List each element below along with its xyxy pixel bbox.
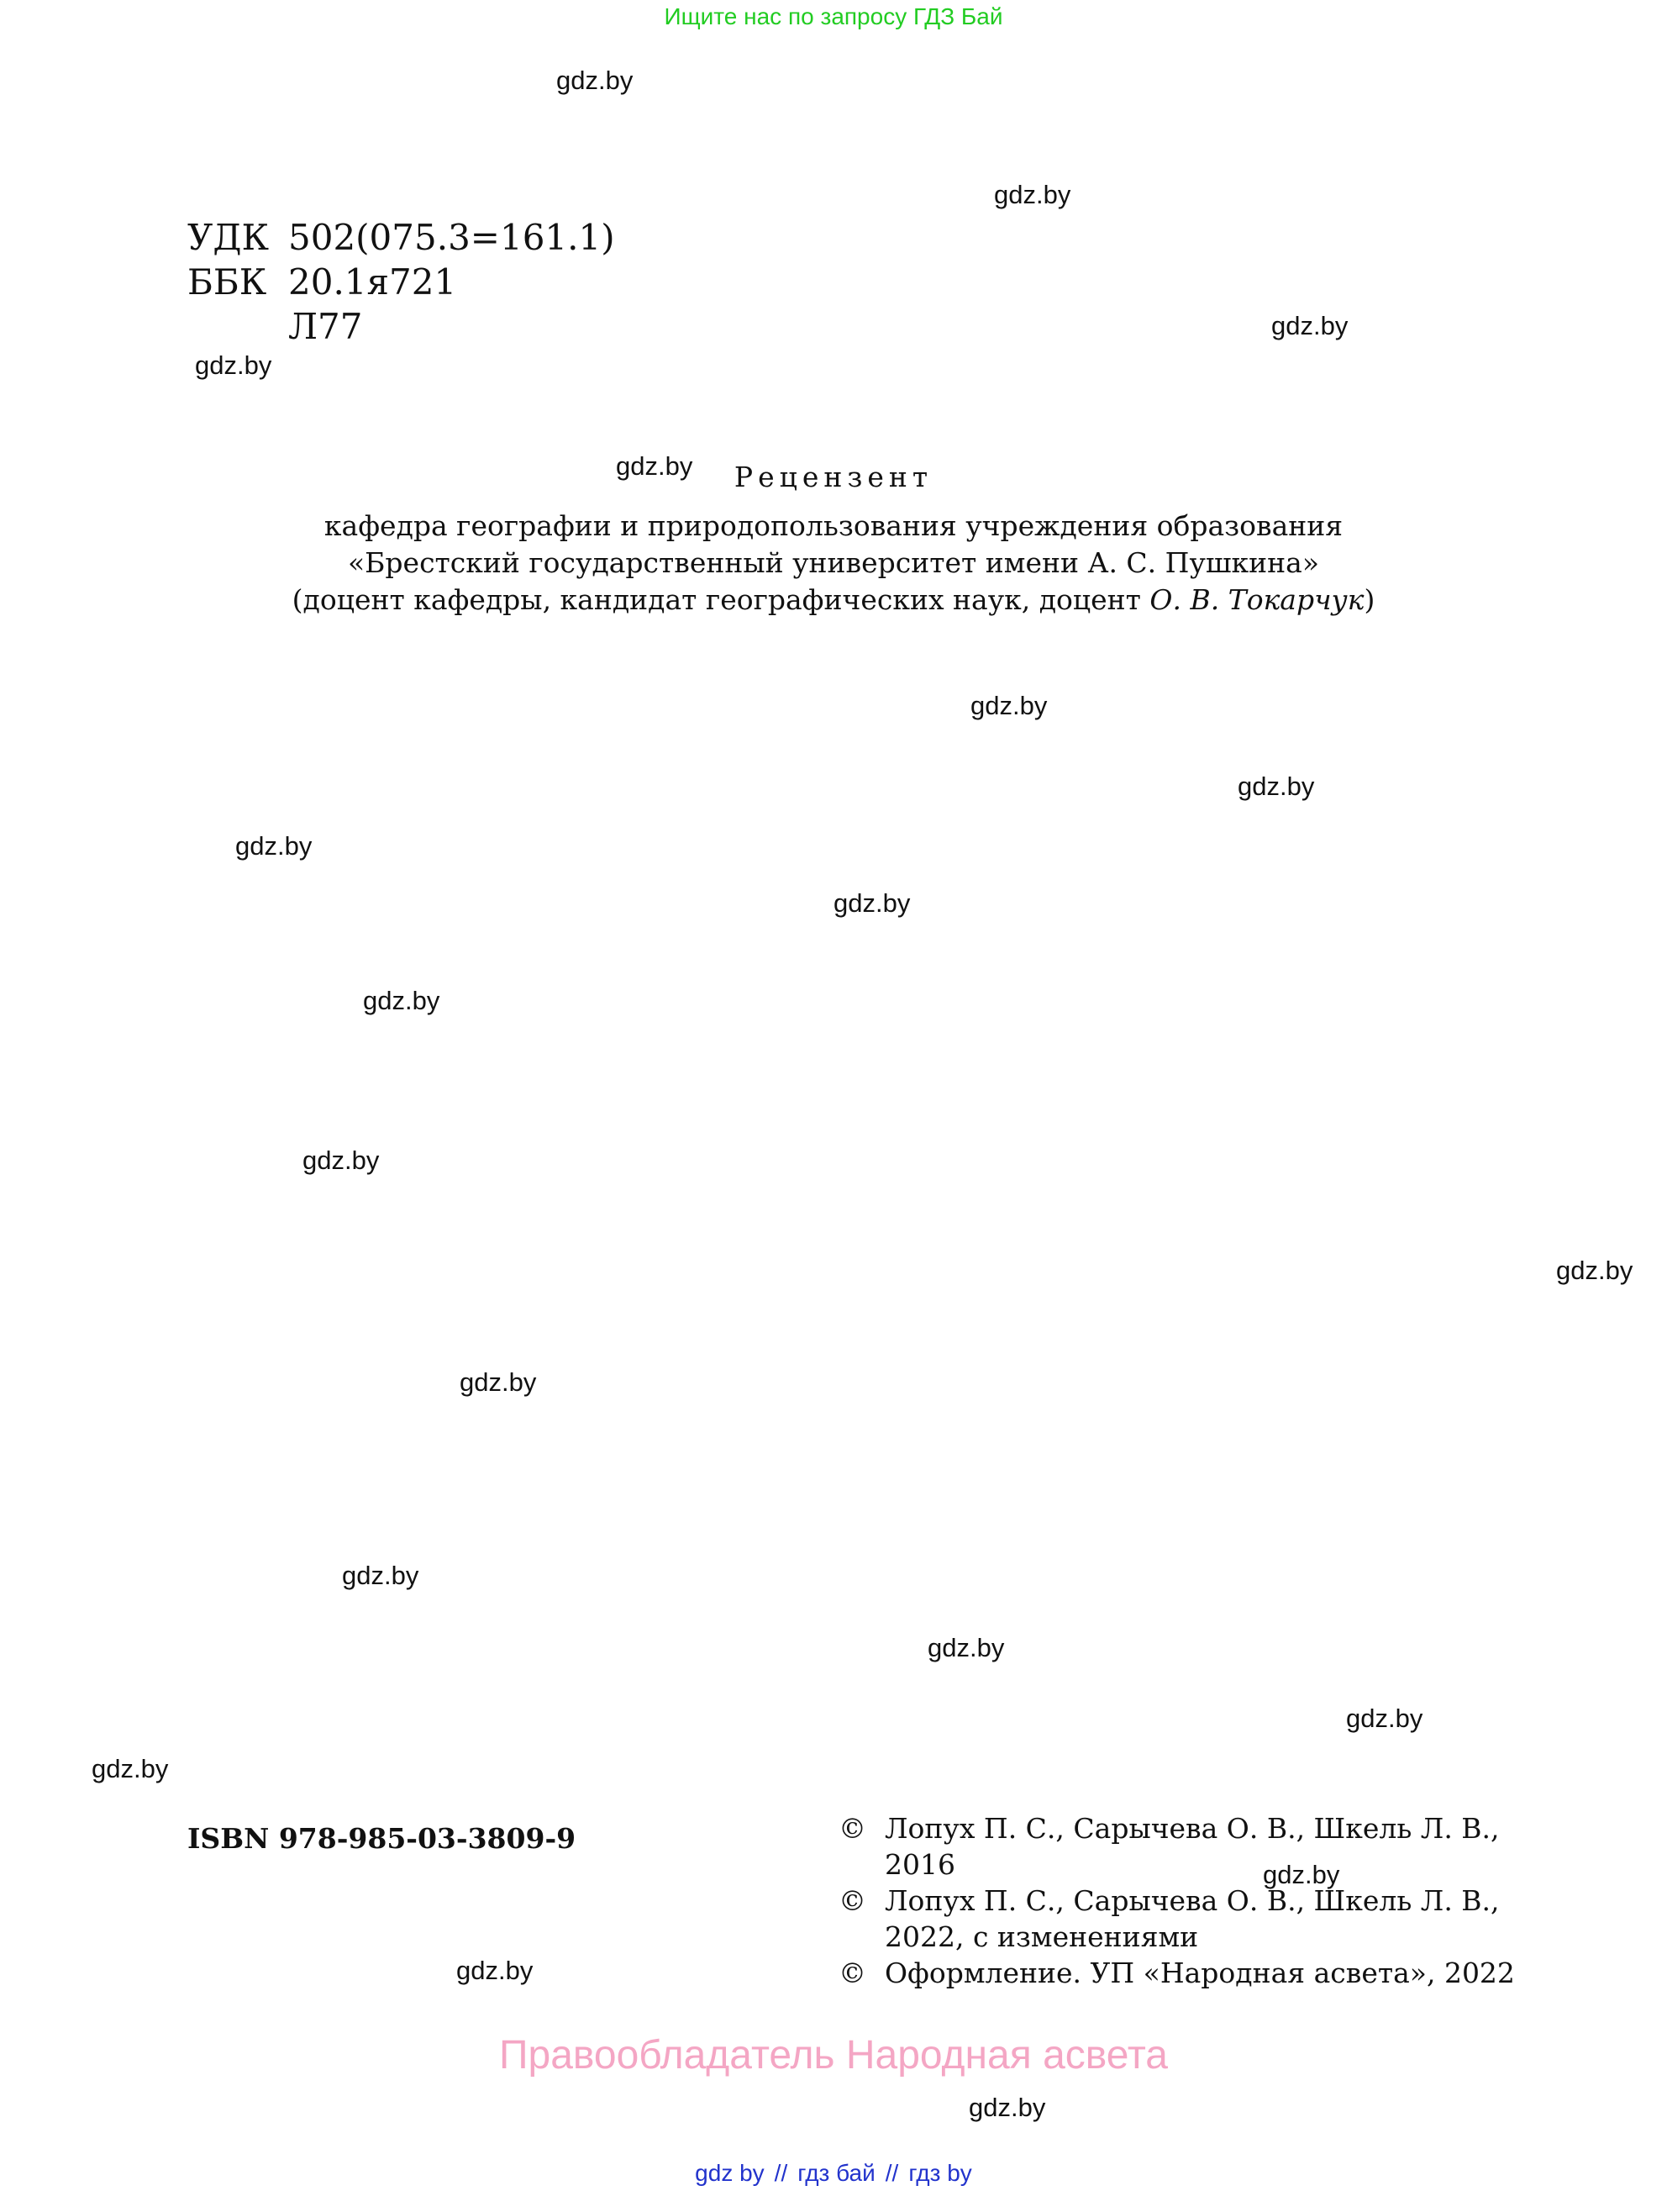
- watermark-text: gdz.by: [928, 1633, 1005, 1662]
- watermark-text: gdz.by: [456, 1956, 534, 1985]
- udc-value: 502(075.3=161.1): [288, 217, 615, 258]
- copyright-symbol: ©: [839, 1884, 866, 1917]
- bbk-value: 20.1я721: [288, 261, 457, 303]
- watermark-text: gdz.by: [1271, 311, 1349, 340]
- author-mark: Л77: [288, 306, 363, 347]
- watermark-text: gdz.by: [1556, 1256, 1633, 1285]
- watermark-text: gdz.by: [969, 2093, 1046, 2122]
- copyright-3: [839, 1957, 1515, 1989]
- watermark-text: gdz.by: [363, 986, 440, 1015]
- reviewer-line-3-suffix: ): [1364, 583, 1375, 616]
- watermark-text: gdz.by: [92, 1754, 169, 1783]
- bbk-line: [187, 261, 456, 303]
- watermark-text: gdz.by: [235, 831, 313, 861]
- author-mark-line: [187, 306, 363, 347]
- watermark-text: gdz.by: [1263, 1860, 1340, 1889]
- copyright-1-line-1: Лопух П. С., Сарычева О. В., Шкель Л. В.,: [885, 1812, 1500, 1845]
- watermark-text: gdz.by: [342, 1561, 419, 1590]
- copyright-2: [839, 1884, 1500, 1917]
- reviewer-line-3-prefix: (доцент кафедры, кандидат географических наук, доцент: [292, 583, 1150, 616]
- reviewer-line-1: кафедра географии и природопользования учреждения образования: [323, 509, 1344, 542]
- reviewer-heading: Рецензент: [734, 461, 933, 493]
- footer-separator: //: [774, 2160, 788, 2186]
- footer-separator: //: [885, 2160, 899, 2186]
- watermark-text: gdz.by: [970, 691, 1048, 720]
- footer-links: [0, 2160, 1667, 2187]
- watermark-text: gdz.by: [1238, 772, 1315, 801]
- bbk-label: ББК: [187, 261, 267, 303]
- watermark-text: gdz.by: [302, 1146, 380, 1175]
- watermark-text: gdz.by: [1346, 1704, 1423, 1733]
- copyright-1-line-2: 2016: [885, 1848, 955, 1881]
- watermark-text: gdz.by: [195, 350, 272, 380]
- rights-holder-text: Правообладатель Народная асвета: [499, 2033, 1168, 2078]
- watermark-text: gdz.by: [834, 888, 911, 918]
- reviewer-name: О. В. Токарчук: [1149, 583, 1365, 616]
- copyright-2-cont: [839, 1920, 1198, 1953]
- footer-link-gdz-bai[interactable]: гдз бай: [797, 2160, 876, 2186]
- copyright-symbol: ©: [839, 1812, 866, 1845]
- watermark-text: gdz.by: [460, 1367, 537, 1397]
- isbn: ISBN 978-985-03-3809-9: [187, 1822, 576, 1855]
- reviewer-line-3: [0, 583, 1667, 616]
- top-banner-link[interactable]: Ищите нас по запросу ГДЗ Бай: [664, 3, 1003, 29]
- copyright-2-line-1: Лопух П. С., Сарычева О. В., Шкель Л. В.,: [885, 1884, 1500, 1917]
- copyright-1: [839, 1812, 1500, 1845]
- footer-link-gdz-by-cyr[interactable]: гдз by: [908, 2160, 972, 2186]
- udc-line: [187, 217, 615, 258]
- copyright-1-cont: [839, 1848, 955, 1881]
- copyright-symbol: ©: [839, 1957, 866, 1989]
- watermark-text: gdz.by: [616, 451, 693, 481]
- reviewer-line-2: «Брестский государственный университет имени А. С. Пушкина»: [347, 546, 1320, 579]
- copyright-2-line-2: 2022, с изменениями: [885, 1920, 1199, 1953]
- watermark-text: gdz.by: [994, 180, 1071, 209]
- copyright-3-text: Оформление. УП «Народная асвета», 2022: [885, 1957, 1515, 1989]
- udc-label: УДК: [187, 217, 270, 258]
- footer-link-gdz-by[interactable]: gdz by: [695, 2160, 765, 2186]
- watermark-text: gdz.by: [556, 66, 634, 95]
